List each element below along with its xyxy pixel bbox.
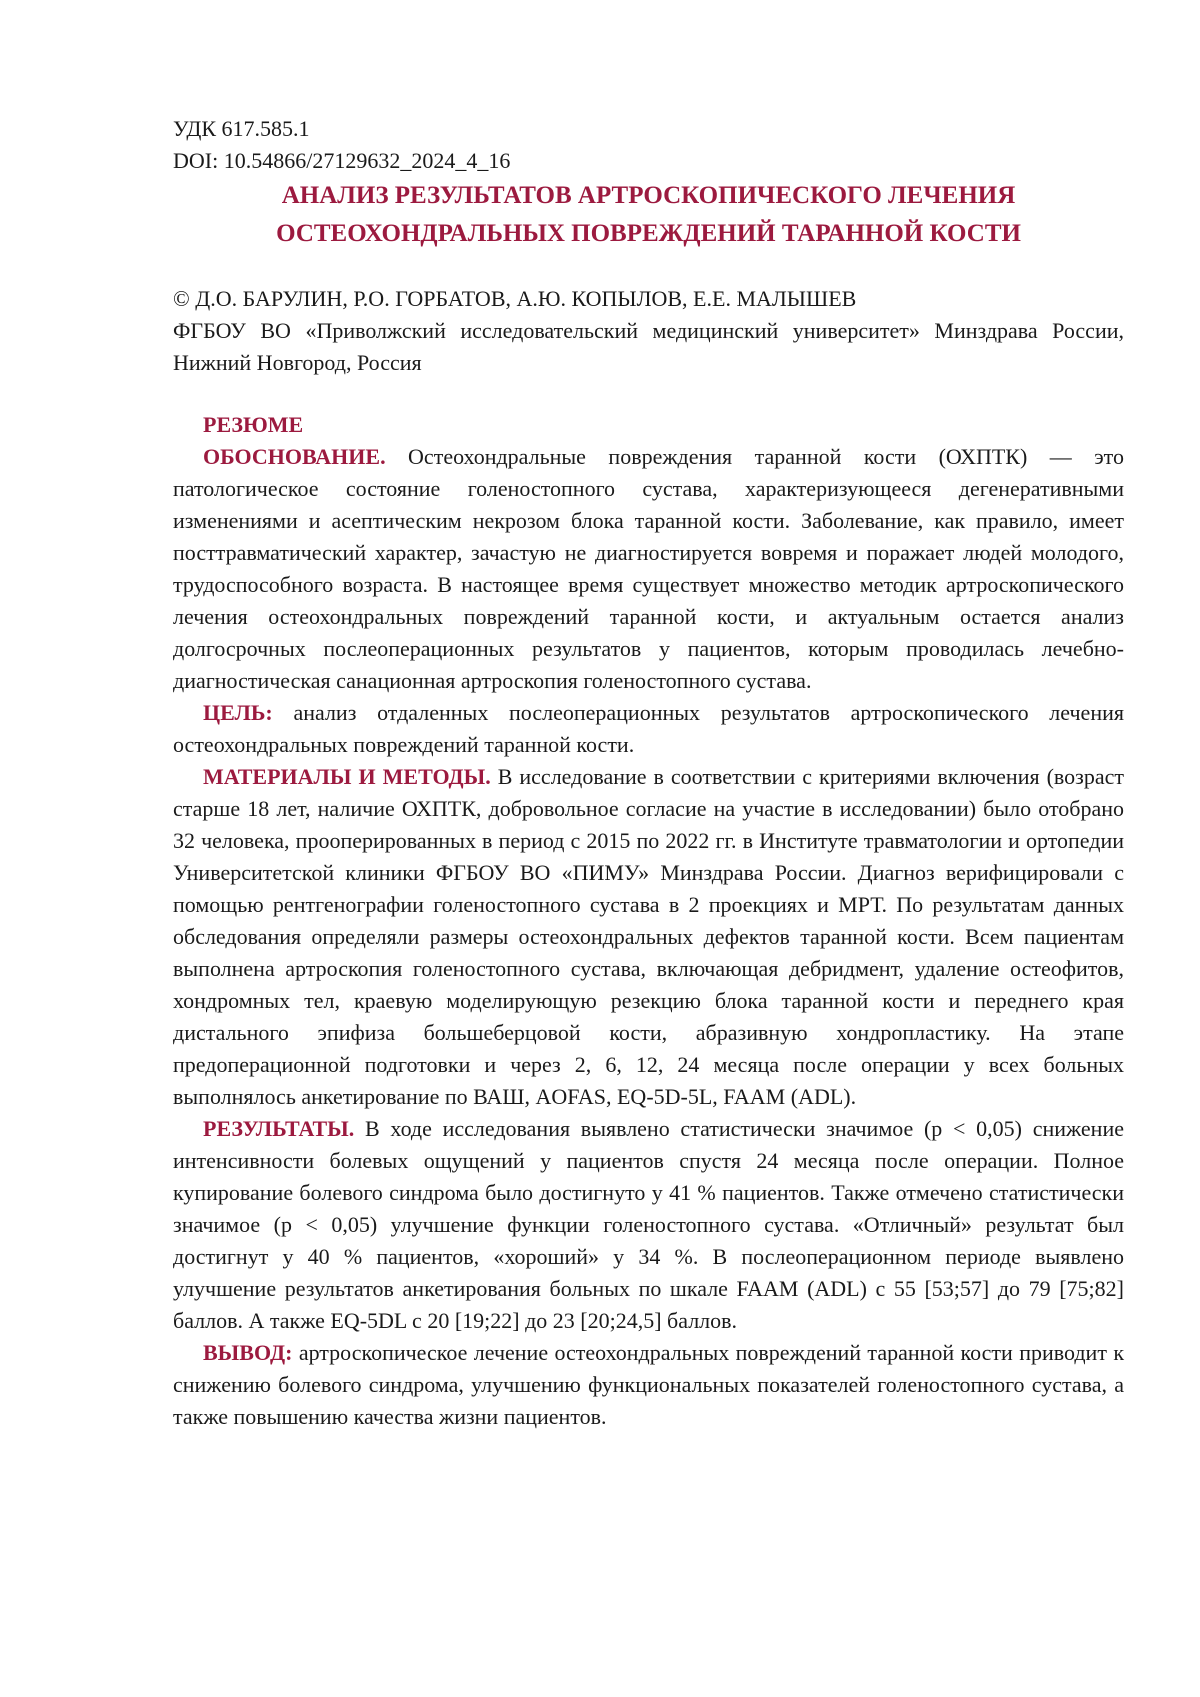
abstract-body	[173, 441, 1124, 1433]
abstract-section-background	[173, 441, 1124, 697]
doi: DOI: 10.54866/27129632_2024_4_16	[173, 148, 511, 173]
page-content	[173, 113, 1124, 1433]
title-line-2: ОСТЕОХОНДРАЛЬНЫХ ПОВРЕЖДЕНИЙ ТАРАННОЙ КОСТИ	[276, 220, 1021, 247]
authors: © Д.О. БАРУЛИН, Р.О. ГОРБАТОВ, А.Ю. КОПЫЛОВ, Е.Е. МАЛЫШЕВ	[173, 286, 857, 311]
article-title	[173, 177, 1124, 253]
abstract-section-results	[173, 1113, 1124, 1337]
title-line-1: АНАЛИЗ РЕЗУЛЬТАТОВ АРТРОСКОПИЧЕСКОГО ЛЕЧЕНИЯ	[281, 182, 1016, 209]
section-label: ЦЕЛЬ:	[203, 700, 273, 725]
abstract-section-methods	[173, 761, 1124, 1113]
section-text: анализ отдаленных послеоперационных результатов артроскопического лечения остеохондральных повреждений таранной кости.	[173, 700, 1124, 757]
section-text: В исследование в соответствии с критериями включения (возраст старше 18 лет, наличие ОХПТК, добровольное согласие на участие в исследовании) было отобрано 32 человека, прооперированных в период с 2015 по 2022 гг. в Институте травматологии и ортопедии Университетской клиники ФГБОУ ВО «ПИМУ» Минздрава России. Диагноз верифицировали с помощью рентгенографии голеностопного сустава в 2 проекциях и МРТ. По результатам данных обследования определяли размеры остеохондральных дефектов таранной кости. Всем пациентам выполнена артроскопия голеностопного сустава, включающая дебридмент, удаление остеофитов, хондромных тел, краевую моделирующую резекцию блока таранной кости и переднего края дистального эпифиза большеберцовой кости, абразивную хондропластику. На этапе предоперационной подготовки и через 2, 6, 12, 24 месяца после операции у всех больных выполнялось анкетирование по ВАШ, AOFAS, EQ-5D-5L, FAAM (ADL).	[173, 764, 1124, 1109]
udk-code: УДК 617.585.1	[173, 116, 310, 141]
section-text: В ходе исследования выявлено статистически значимое (p < 0,05) снижение интенсивности болевых ощущений у пациентов спустя 24 месяца после операции. Полное купирование болевого синдрома было достигнуто у 41 % пациентов. Также отмечено статистически значимое (p < 0,05) улучшение функции голеностопного сустава. «Отличный» результат был достигнут у 40 % пациентов, «хороший» у 34 %. В послеоперационном периоде выявлено улучшение результатов анкетирования больных по шкале FAAM (ADL) с 55 [53;57] до 79 [75;82] баллов. А также EQ-5DL с 20 [19;22] до 23 [20;24,5] баллов.	[173, 1116, 1124, 1333]
section-label: МАТЕРИАЛЫ И МЕТОДЫ.	[203, 764, 491, 789]
section-label: ВЫВОД:	[203, 1340, 293, 1365]
section-label: РЕЗУЛЬТАТЫ.	[203, 1116, 355, 1141]
section-label: ОБОСНОВАНИЕ.	[203, 444, 386, 469]
abstract-heading: РЕЗЮМЕ	[203, 412, 304, 437]
section-text: артроскопическое лечение остеохондральных повреждений таранной кости приводит к снижению болевого синдрома, улучшению функциональных показателей голеностопного сустава, а также повышению качества жизни пациентов.	[173, 1340, 1125, 1429]
abstract-section-aim	[173, 697, 1124, 761]
section-text: Остеохондральные повреждения таранной кости (ОХПТК) — это патологическое состояние голеностопного сустава, характеризующееся дегенеративными изменениями и асептическим некрозом блока таранной кости. Заболевание, как правило, имеет посттравматический характер, зачастую не диагностируется вовремя и поражает людей молодого, трудоспособного возраста. В настоящее время существует множество методик артроскопического лечения остеохондральных повреждений таранной кости, и актуальным остается анализ долгосрочных послеоперационных результатов у пациентов, которым проводилась лечебно-диагностическая санационная артроскопия голеностопного сустава.	[173, 444, 1124, 693]
abstract-section-conclusion	[173, 1337, 1124, 1433]
affiliation: ФГБОУ ВО «Приволжский исследовательский медицинский университет» Минздрава России, Нижний Новгород, Россия	[173, 318, 1124, 375]
